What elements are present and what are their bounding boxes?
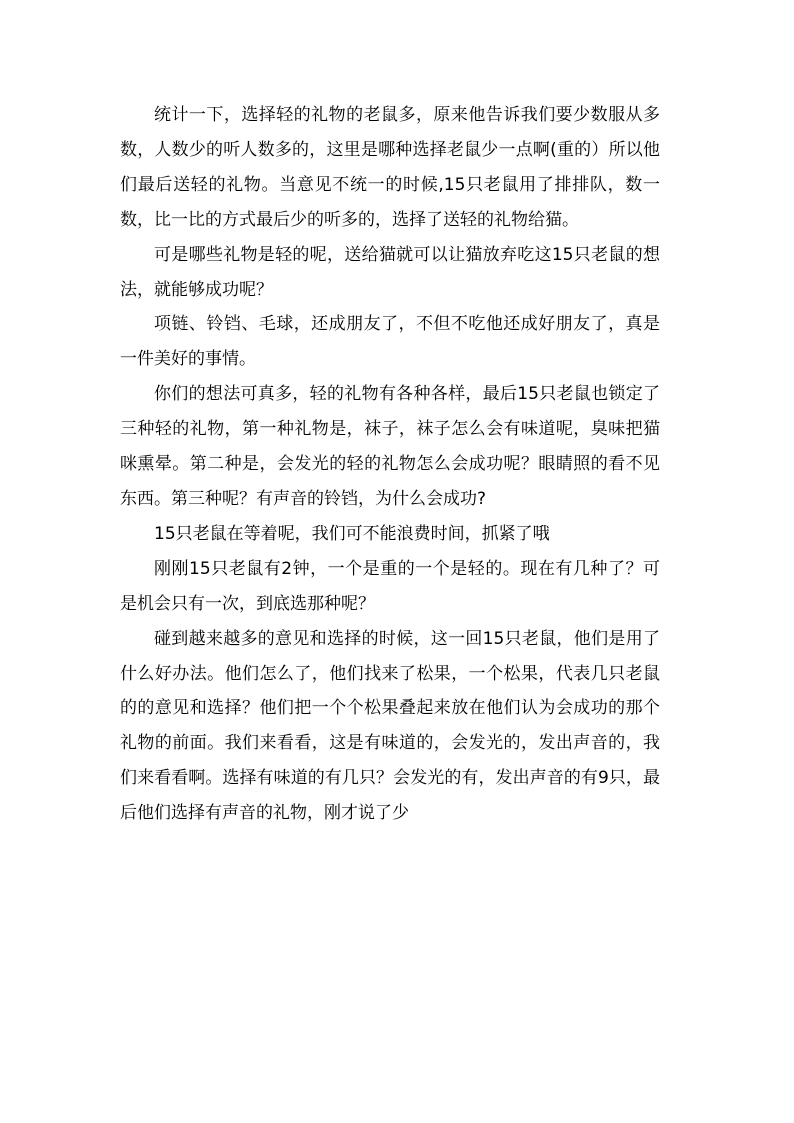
paragraph-2: 可是哪些礼物是轻的呢，送给猫就可以让猫放弃吃这15只老鼠的想法，就能够成功呢？: [120, 244, 660, 300]
document-body: [120, 98, 660, 831]
paragraph-6: 刚刚15只老鼠有2钟，一个是重的一个是轻的。现在有几种了？可是机会只有一次，到底选那种呢？: [120, 558, 660, 614]
paragraph-5: 15只老鼠在等着呢，我们可不能浪费时间，抓紧了哦: [154, 523, 550, 544]
paragraph-1: 统计一下，选择轻的礼物的老鼠多，原来他告诉我们要少数服从多数，人数少的听人数多的，这里是哪种选择老鼠少一点啊(重的）所以他们最后送轻的礼物。当意见不统一的时候,15只老鼠用了排排队，数一数，比一比的方式最后少的听多的，选择了送轻的礼物给猫。: [120, 105, 660, 230]
paragraph-3: 项链、铃铛、毛球，还成朋友了，不但不吃他还成好朋友了，真是一件美好的事情。: [120, 314, 660, 370]
paragraph-4: 你们的想法可真多，轻的礼物有各种各样，最后15只老鼠也锁定了三种轻的礼物，第一种礼物是，袜子，袜子怎么会有味道呢，臭味把猫咪熏晕。第二种是，会发光的轻的礼物怎么会成功呢？眼睛照的看不见东西。第三种呢？有声音的铃铛，为什么会成功?: [120, 384, 660, 509]
paragraph-7: 碰到越来越多的意见和选择的时候，这一回15只老鼠，他们是用了什么好办法。他们怎么了，他们找来了松果，一个松果，代表几只老鼠的的意见和选择？他们把一个个松果叠起来放在他们认为会成功的那个礼物的前面。我们来看看，这是有味道的，会发光的，发出声音的，我们来看看啊。选择有味道的有几只？会发光的有，发出声音的有9只，最后他们选择有声音的礼物，刚才说了少: [120, 628, 660, 824]
